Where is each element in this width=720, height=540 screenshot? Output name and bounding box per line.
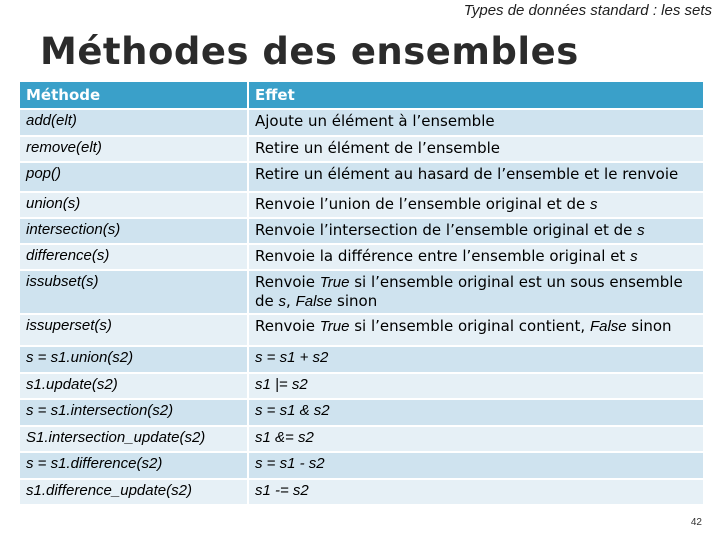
effect-cell	[248, 192, 704, 218]
table-row	[20, 136, 704, 162]
table-row	[20, 373, 704, 399]
effect-text: Renvoie l’intersection de l’ensemble original et de	[255, 221, 638, 239]
effect-text: sinon	[332, 292, 378, 310]
effect-cell: Retire un élément de l’ensemble	[248, 136, 704, 162]
effect-keyword: False	[589, 318, 627, 335]
effect-text: Renvoie la différence entre l’ensemble original et	[255, 247, 631, 265]
table-row	[20, 346, 704, 373]
method-cell: s = s1.intersection(s2)	[20, 399, 248, 426]
effect-cell: Retire un élément au hasard de l’ensemble et le renvoie	[248, 162, 704, 192]
effect-keyword: True	[319, 274, 350, 291]
effect-cell: Ajoute un élément à l’ensemble	[248, 109, 704, 136]
method-cell: s = s1.difference(s2)	[20, 452, 248, 479]
column-header-method: Méthode	[20, 82, 248, 109]
effect-cell	[248, 218, 704, 244]
slide-subtitle: Types de données standard : les sets	[463, 2, 712, 19]
method-cell: S1.intersection_update(s2)	[20, 426, 248, 452]
effect-text: si l’ensemble original est un sous ensemble de	[255, 273, 683, 310]
method-cell: s = s1.union(s2)	[20, 346, 248, 373]
table-row	[20, 399, 704, 426]
effect-cell: s1 &= s2	[248, 426, 704, 452]
slide-title: Méthodes des ensembles	[40, 30, 579, 73]
table-row	[20, 244, 704, 270]
table-row	[20, 314, 704, 346]
page-number: 42	[690, 517, 702, 528]
effect-text: Renvoie	[255, 317, 320, 335]
effect-cell	[248, 270, 704, 314]
effect-cell	[248, 244, 704, 270]
effect-cell: s = s1 + s2	[248, 346, 704, 373]
effect-param: s	[630, 248, 638, 265]
table-header-row	[20, 82, 704, 109]
table-row	[20, 109, 704, 136]
method-cell: remove(elt)	[20, 136, 248, 162]
table-row	[20, 192, 704, 218]
method-cell: s1.difference_update(s2)	[20, 479, 248, 505]
method-cell: pop()	[20, 162, 248, 192]
table-row	[20, 270, 704, 314]
table-row	[20, 479, 704, 505]
method-cell: difference(s)	[20, 244, 248, 270]
effect-keyword: False	[295, 293, 333, 310]
method-cell: s1.update(s2)	[20, 373, 248, 399]
method-cell: intersection(s)	[20, 218, 248, 244]
effect-cell: s = s1 - s2	[248, 452, 704, 479]
effect-cell: s1 |= s2	[248, 373, 704, 399]
methods-table	[20, 82, 705, 506]
table-row	[20, 162, 704, 192]
method-cell: issuperset(s)	[20, 314, 248, 346]
effect-text: ,	[286, 292, 296, 310]
method-cell: issubset(s)	[20, 270, 248, 314]
effect-param: s	[590, 196, 598, 213]
table-row	[20, 452, 704, 479]
table-row	[20, 426, 704, 452]
effect-cell: s = s1 & s2	[248, 399, 704, 426]
effect-cell: s1 -= s2	[248, 479, 704, 505]
table-row	[20, 218, 704, 244]
effect-cell	[248, 314, 704, 346]
effect-keyword: True	[319, 318, 350, 335]
effect-text: sinon	[626, 317, 672, 335]
method-cell: add(elt)	[20, 109, 248, 136]
effect-param: s	[278, 293, 287, 310]
effect-text: Renvoie	[255, 273, 320, 291]
column-header-effect: Effet	[248, 82, 704, 109]
effect-text: si l’ensemble original contient,	[349, 317, 590, 335]
effect-text: Renvoie l’union de l’ensemble original et de	[255, 195, 591, 213]
method-cell: union(s)	[20, 192, 248, 218]
effect-param: s	[637, 222, 645, 239]
